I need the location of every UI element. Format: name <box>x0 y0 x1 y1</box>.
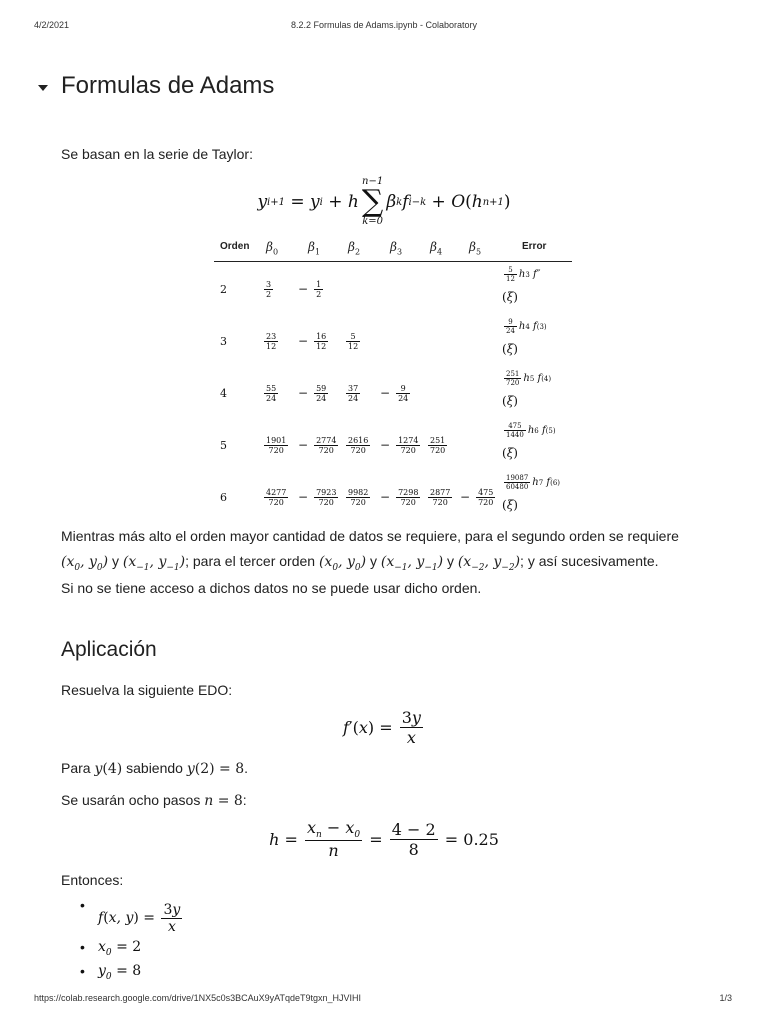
orden-cell: 5 <box>220 438 227 452</box>
intro-text: Se basan en la serie de Taylor: <box>61 146 253 162</box>
orden-cell: 6 <box>220 490 227 504</box>
page-number: 1/3 <box>719 993 732 1003</box>
orden-cell: 3 <box>220 334 227 348</box>
table-row: 3 $\frac{23}{12}$ − $\frac{16}{12}$ $\frac{5}{12}$ $\frac{9}{24}$ h 4 f (3) (ξ) <box>214 316 572 366</box>
col-orden: Orden <box>220 241 250 252</box>
col-error: Error <box>522 241 547 252</box>
table-row: 5 $\frac{1901}{720}$ − $\frac{2774}{720}$ $\frac{2616}{720}$ − $\frac{1274}{720}$ $\frac{251}{720}$ $\frac{475}{1440}$ h 6 f (5) (ξ) <box>214 420 572 470</box>
step-size-equation: h = $\frac{x_n - x_0}{n}$ = $\frac{4 - 2}{8}$ = 0.25 <box>269 818 499 861</box>
section-title: Formulas de Adams <box>61 72 275 99</box>
aplicacion-text-1: Resuelva la siguiente EDO: <box>61 682 233 698</box>
print-date: 4/2/2021 <box>34 20 70 30</box>
col-beta4: $\beta_4$ <box>430 240 443 257</box>
aplicacion-text-3: Se usarán ocho pasos n = 8: <box>61 792 247 809</box>
ode-equation: f ′( x ) = $\frac{3y}{x}$ <box>343 708 421 747</box>
table-row: 6 $\frac{4277}{720}$ − $\frac{7923}{720}$ $\frac{9982}{720}$ − $\frac{7298}{720}$ $\frac{2877}{720}$ − $\frac{475}{720}$ $\frac{19087}{60480}$ h 7 f (6) (ξ) <box>214 472 572 522</box>
orden-cell: 4 <box>220 386 227 400</box>
caret-down-icon[interactable] <box>38 85 48 91</box>
list-item: • $x_0 = 2$ <box>80 939 184 963</box>
paragraph-line-3: Si no se tiene acceso a dichos datos no se puede usar dicho orden. <box>61 580 482 596</box>
col-beta2: $\beta_2$ <box>348 240 361 257</box>
table-row: 4 $\frac{55}{24}$ − $\frac{59}{24}$ $\frac{37}{24}$ − $\frac{9}{24}$ $\frac{251}{720}$ h 5 f (4) (ξ) <box>214 368 572 418</box>
print-footer <box>0 993 768 1007</box>
list-item: • f ( x, y ) = $\frac{3y}{x}$ <box>80 897 184 939</box>
col-beta3: $\beta_3$ <box>390 240 403 257</box>
col-beta5: $\beta_5$ <box>469 240 482 257</box>
list-item: • $y_0 = 8$ <box>80 963 184 987</box>
table-header <box>214 232 572 262</box>
aplicacion-text-4: Entonces: <box>61 872 124 888</box>
paragraph-line-2: ($x_0$, $y_0$) y ($x_{-1}$, $y_{-1}$); para el tercer orden ($x_0$, $y_0$) y ($x_{-1}$, $y_{-1}$) y ($x_{-2}$, $y_{-2}$); y así sucesivamente. <box>61 553 659 573</box>
col-beta1: $\beta_1$ <box>308 240 321 257</box>
paragraph-line-1: Mientras más alto el orden mayor cantidad de datos se requiere, para el segundo orden se requiere <box>61 528 679 544</box>
orden-cell: 2 <box>220 282 227 296</box>
subsection-title: Aplicación <box>61 638 157 661</box>
col-beta0: $\beta_0$ <box>266 240 279 257</box>
table-row: 2 $\frac{3}{2}$ − $\frac{1}{2}$ $\frac{5}{12}$ h 3 f ″ (ξ) <box>214 264 572 314</box>
print-url: https://colab.research.google.com/drive/1NX5c0s3BCAuX9yATqdeT9tgxn_HJVIHI <box>34 993 361 1003</box>
aplicacion-text-2: Para y(4) sabiendo y(2) = 8. <box>61 760 249 777</box>
print-title: 8.2.2 Formulas de Adams.ipynb - Colaboratory <box>290 20 478 30</box>
definitions-list <box>80 897 184 987</box>
print-header <box>0 20 768 34</box>
adams-formula: y i+1 = y i + h n−1 ∑ k=0 β k f i−k + O ( h n+1 ) <box>257 176 511 227</box>
